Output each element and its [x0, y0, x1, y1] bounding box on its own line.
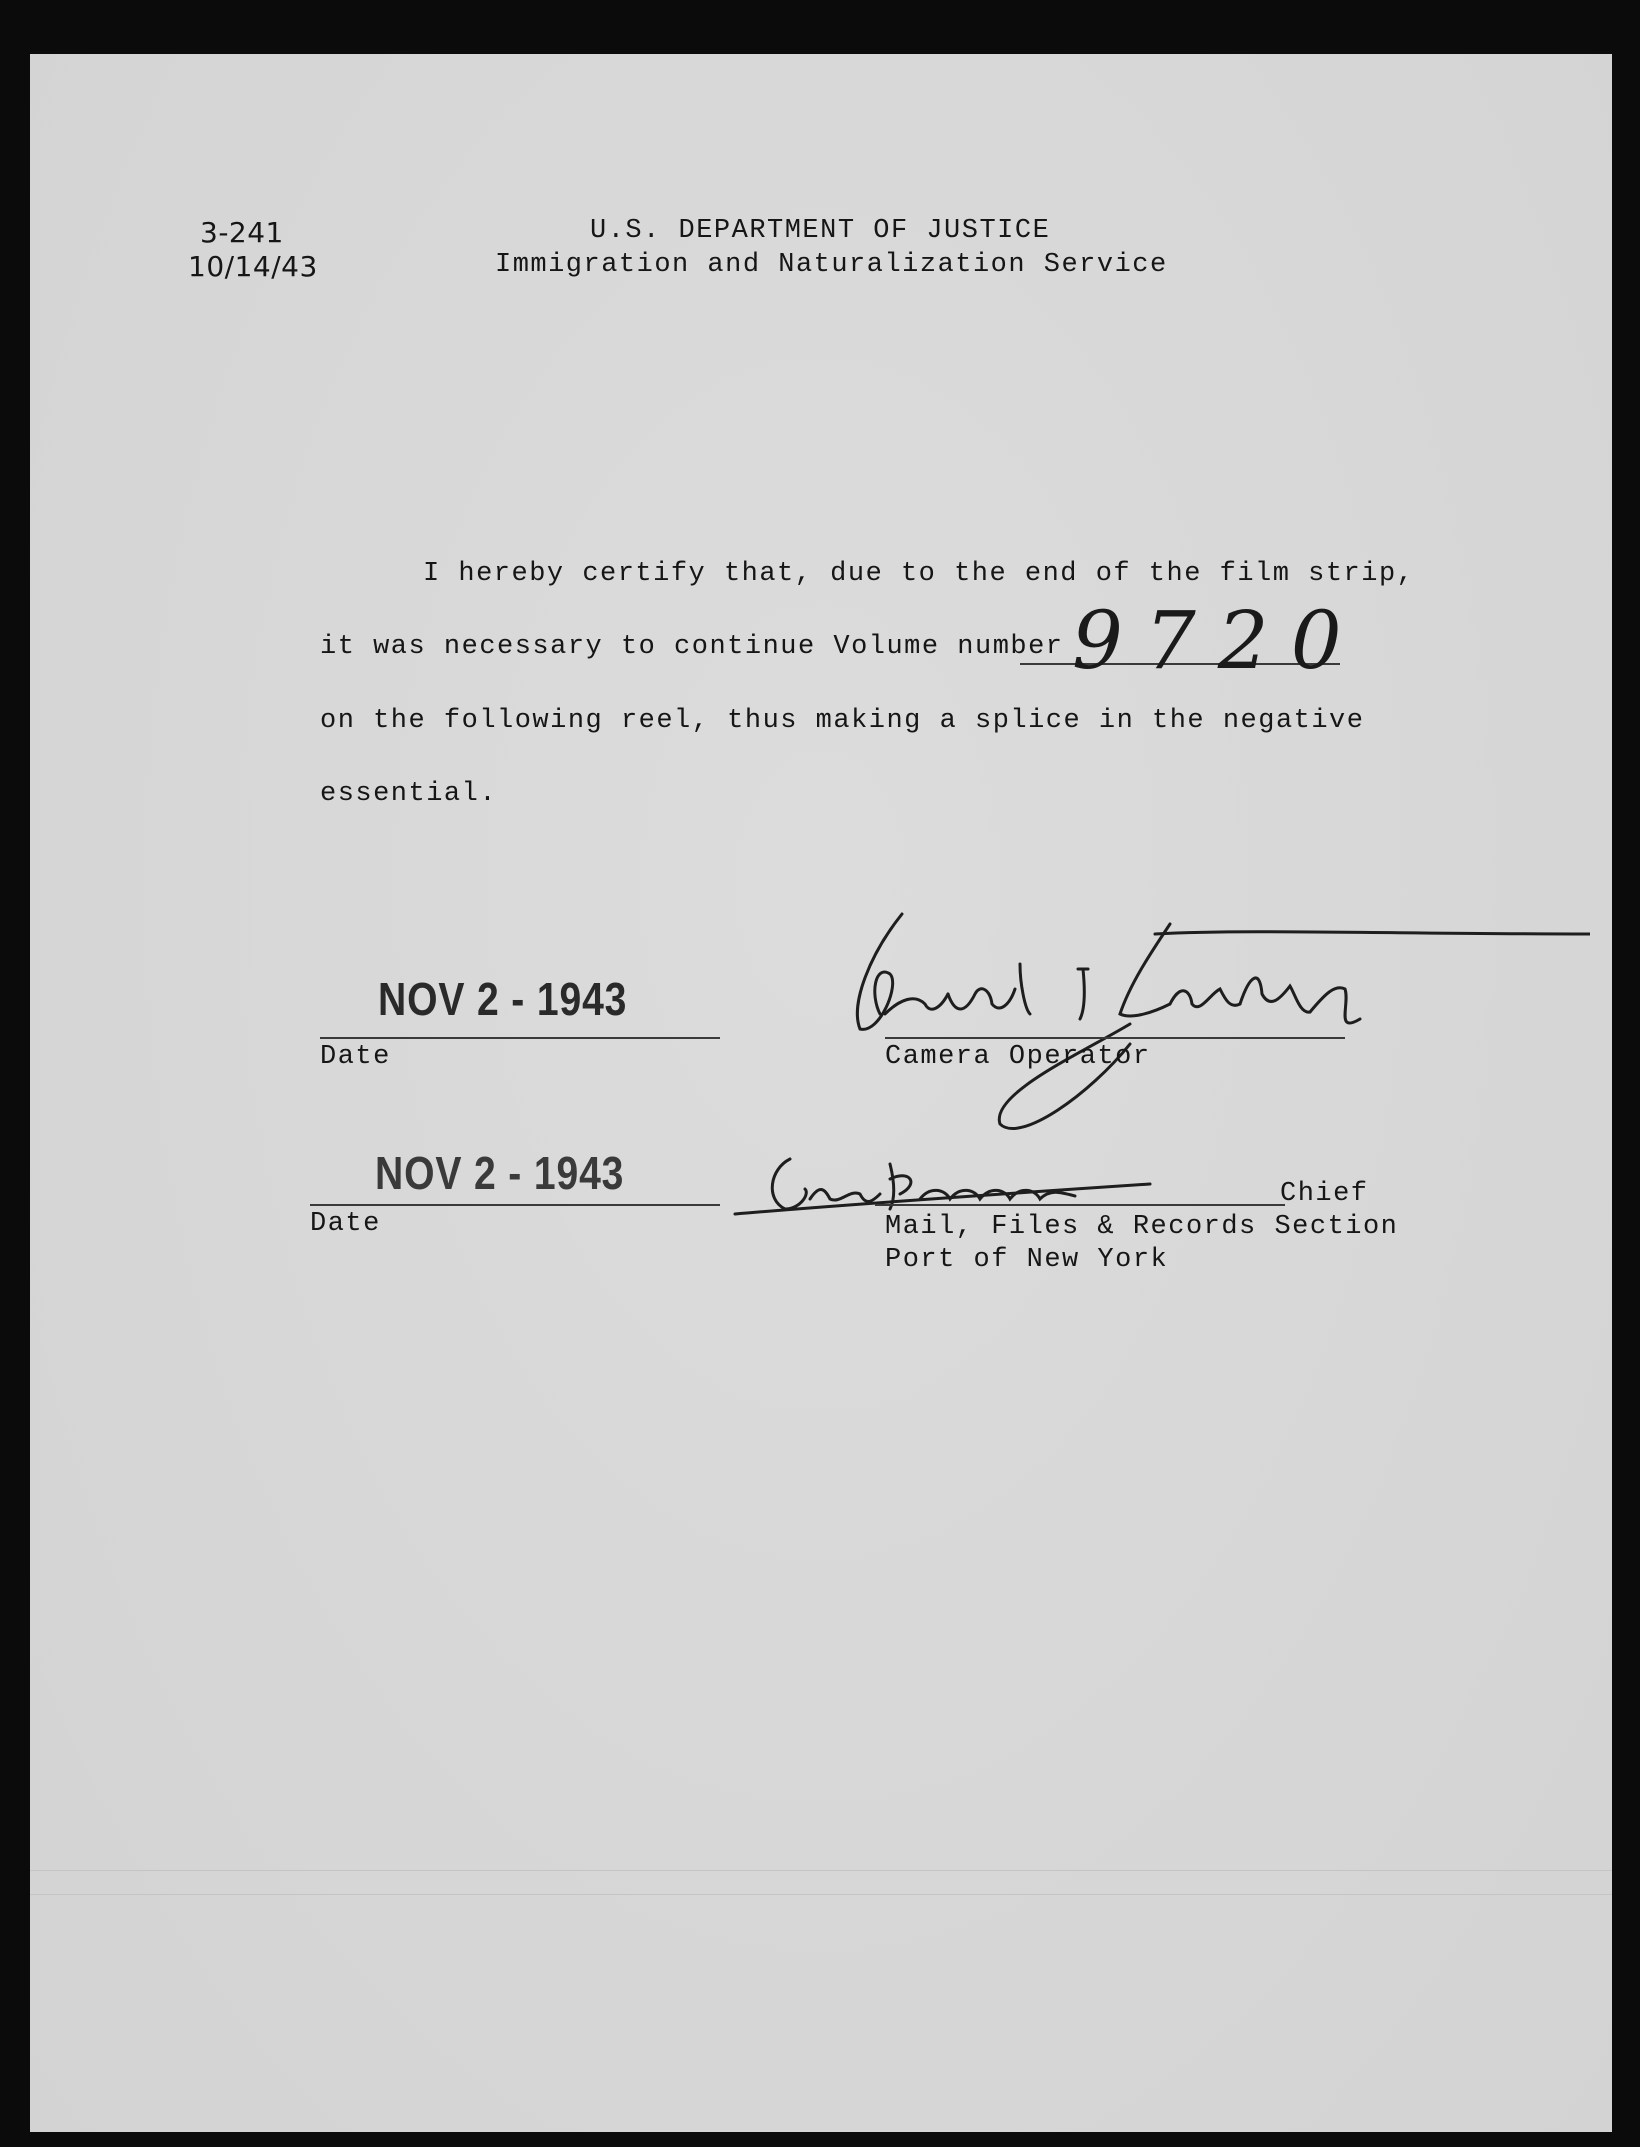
operator-date-line: [320, 1037, 720, 1039]
certificate-page: [30, 54, 1612, 2132]
camera-operator-signature: [830, 894, 1590, 1164]
chief-date-label: Date: [310, 1209, 381, 1239]
certification-line-4: essential.: [320, 779, 498, 809]
certification-line-2: it was necessary to continue Volume number: [320, 632, 1064, 662]
chief-signature-line: [875, 1204, 1285, 1206]
scan-artifact-line: [30, 1894, 1612, 1895]
chief-port: Port of New York: [885, 1245, 1169, 1275]
agency-title: U.S. DEPARTMENT OF JUSTICE: [590, 216, 1051, 246]
operator-signature-label: Camera Operator: [885, 1042, 1151, 1072]
operator-date-stamp: NOV 2 - 1943: [378, 973, 628, 1025]
volume-number-handwritten: 9720: [1072, 594, 1364, 687]
service-subtitle: Immigration and Naturalization Service: [495, 250, 1168, 280]
certification-line-3: on the following reel, thus making a splice in the negative: [320, 706, 1365, 736]
chief-title: Chief: [1280, 1179, 1369, 1209]
chief-date-stamp: NOV 2 - 1943: [375, 1147, 625, 1199]
form-number: 3-241: [200, 216, 284, 249]
operator-date-label: Date: [320, 1042, 391, 1072]
chief-section: Mail, Files & Records Section: [885, 1212, 1399, 1242]
certification-line-1: I hereby certify that, due to the end of the film strip,: [423, 559, 1415, 589]
operator-signature-line: [885, 1037, 1345, 1039]
scan-artifact-line: [30, 1870, 1612, 1871]
form-revision-date: 10/14/43: [188, 250, 318, 283]
chief-date-line: [310, 1204, 720, 1206]
